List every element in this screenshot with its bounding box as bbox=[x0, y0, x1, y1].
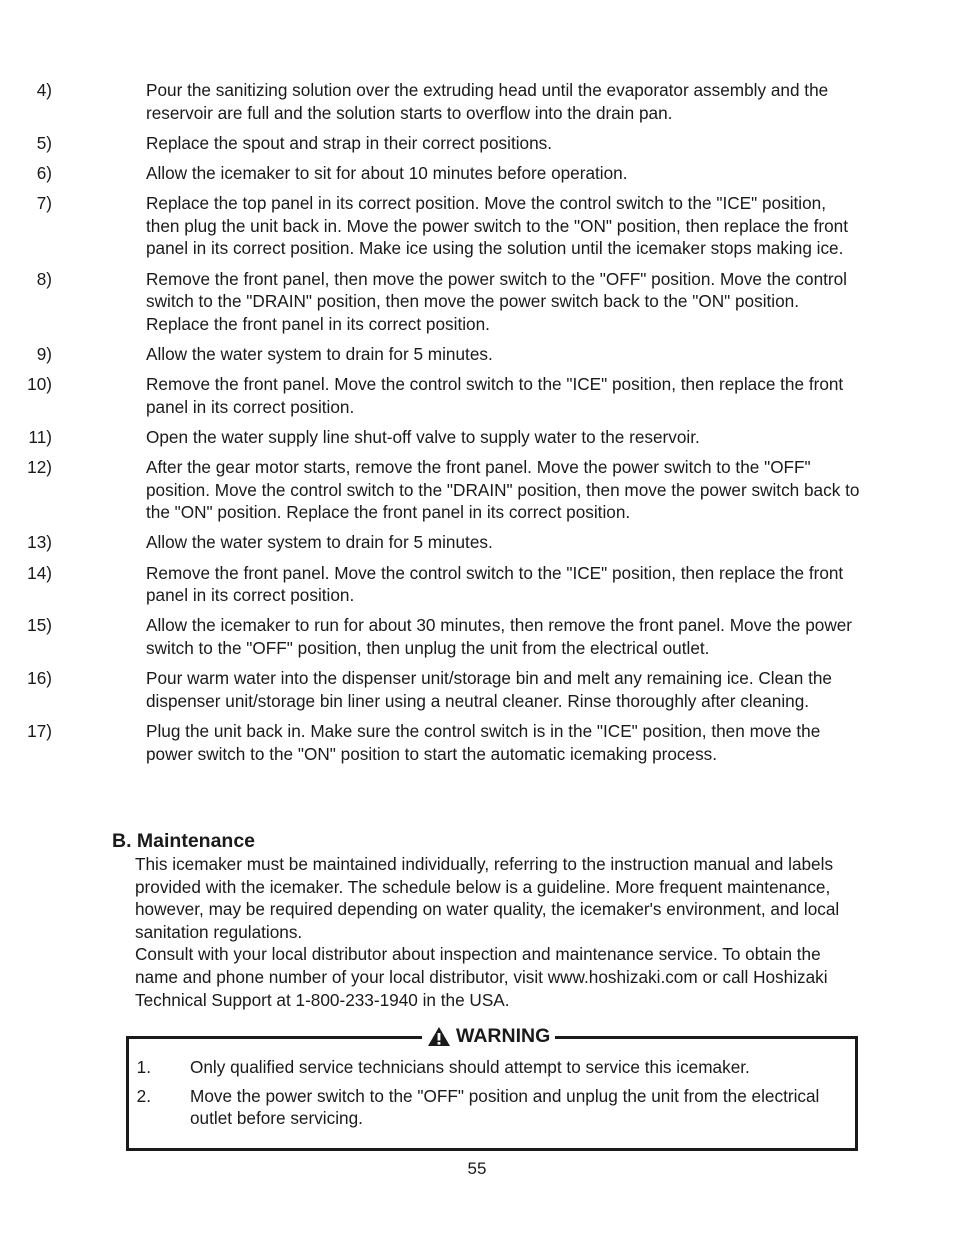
page-number: 55 bbox=[467, 1159, 487, 1178]
step-text: After the gear motor starts, remove the front panel. Move the power switch to the "OFF" position. Move the control switch to the "DRAIN" position, then move the power switch back to the "ON" position. Replace the front panel in its correct position. bbox=[146, 457, 860, 523]
step-number: 6) bbox=[36, 162, 52, 183]
step-number: 8) bbox=[36, 268, 52, 289]
step-text: Allow the water system to drain for 5 minutes. bbox=[146, 343, 493, 364]
warning-item bbox=[129, 1056, 820, 1079]
step-item bbox=[0, 667, 864, 712]
step-text: Remove the front panel, then move the power switch to the "OFF" position. Move the control switch to the "DRAIN" position, then move the power switch back to the "ON" position. Replace the front panel in its correct position. bbox=[146, 268, 848, 334]
warning-title-text: WARNING bbox=[456, 1025, 551, 1047]
step-number: 12) bbox=[27, 457, 52, 478]
step-item bbox=[0, 268, 864, 336]
warning-item-text: Move the power switch to the "OFF" position and unplug the unit from the electrical outlet before servicing. bbox=[190, 1085, 820, 1129]
warning-item-text: Only qualified service technicians should attempt to service this icemaker. bbox=[190, 1057, 750, 1077]
step-item bbox=[0, 192, 864, 260]
step-number: 13) bbox=[27, 532, 52, 553]
warning-triangle-icon bbox=[427, 1026, 451, 1047]
step-text: Allow the icemaker to run for about 30 minutes, then remove the front panel. Move the power switch to the "OFF" position, then unplug the unit from the electrical outlet. bbox=[146, 615, 853, 658]
warning-box bbox=[126, 1025, 858, 1151]
step-text: Remove the front panel. Move the control switch to the "ICE" position, then replace the front panel in its correct position. bbox=[146, 374, 844, 417]
warning-item-number: 1. bbox=[136, 1057, 151, 1077]
maintenance-body bbox=[135, 853, 855, 1011]
step-item bbox=[0, 562, 864, 607]
step-number: 15) bbox=[27, 615, 52, 636]
step-number: 7) bbox=[36, 193, 52, 214]
warning-title bbox=[422, 1024, 555, 1048]
step-text: Pour the sanitizing solution over the extruding head until the evaporator assembly and the reservoir are full and the solution starts to overflow into the drain pan. bbox=[146, 80, 829, 123]
step-item bbox=[0, 132, 864, 155]
step-item bbox=[0, 531, 864, 554]
step-number: 17) bbox=[27, 720, 52, 741]
step-number: 14) bbox=[27, 562, 52, 583]
maintenance-paragraph: Consult with your local distributor about inspection and maintenance service. To obtain the name and phone number of your local distributor, visit www.hoshizaki.com or call Hoshizaki Technical Support at 1-800-233-1940 in the USA. bbox=[135, 944, 828, 1010]
step-text: Replace the spout and strap in their correct positions. bbox=[146, 132, 553, 153]
step-item bbox=[0, 79, 864, 124]
step-item bbox=[0, 373, 864, 418]
step-item bbox=[0, 614, 864, 659]
procedure-steps bbox=[0, 79, 954, 773]
step-item bbox=[0, 456, 864, 524]
step-number: 16) bbox=[27, 668, 52, 689]
step-text: Allow the water system to drain for 5 minutes. bbox=[146, 532, 493, 553]
step-text: Allow the icemaker to sit for about 10 minutes before operation. bbox=[146, 162, 628, 183]
step-number: 4) bbox=[36, 80, 52, 100]
warning-item bbox=[129, 1085, 820, 1130]
step-text: Replace the top panel in its correct position. Move the control switch to the "ICE" position, then plug the unit back in. Move the power switch to the "ON" position, then replace the front panel in its correct position. Make ice using the solution until the icemaker stops making ice. bbox=[146, 193, 849, 259]
step-number: 5) bbox=[36, 132, 52, 153]
step-text: Open the water supply line shut-off valve to supply water to the reservoir. bbox=[146, 426, 700, 447]
step-text: Pour warm water into the dispenser unit/storage bin and melt any remaining ice. Clean the dispenser unit/storage bin liner using a neutral cleaner. Rinse thoroughly after cleaning. bbox=[146, 668, 832, 711]
step-number: 11) bbox=[28, 426, 52, 447]
maintenance-heading: B. Maintenance bbox=[112, 830, 256, 852]
step-item bbox=[0, 426, 864, 449]
warning-list bbox=[129, 1056, 855, 1136]
warning-item-number: 2. bbox=[136, 1085, 151, 1106]
step-item bbox=[0, 343, 864, 366]
maintenance-paragraph: This icemaker must be maintained individually, referring to the instruction manual and labels provided with the icemaker. The schedule below is a guideline. More frequent maintenance, however, may be required depending on water quality, the icemaker's environment, and local sanitation regulations. bbox=[135, 854, 840, 942]
step-number: 9) bbox=[36, 343, 52, 364]
step-text: Remove the front panel. Move the control switch to the "ICE" position, then replace the front panel in its correct position. bbox=[146, 562, 844, 606]
step-item bbox=[0, 720, 864, 765]
step-text: Plug the unit back in. Make sure the control switch is in the "ICE" position, then move the power switch to the "ON" position to start the automatic icemaking process. bbox=[146, 720, 821, 764]
step-number: 10) bbox=[27, 374, 52, 395]
step-item bbox=[0, 162, 864, 185]
